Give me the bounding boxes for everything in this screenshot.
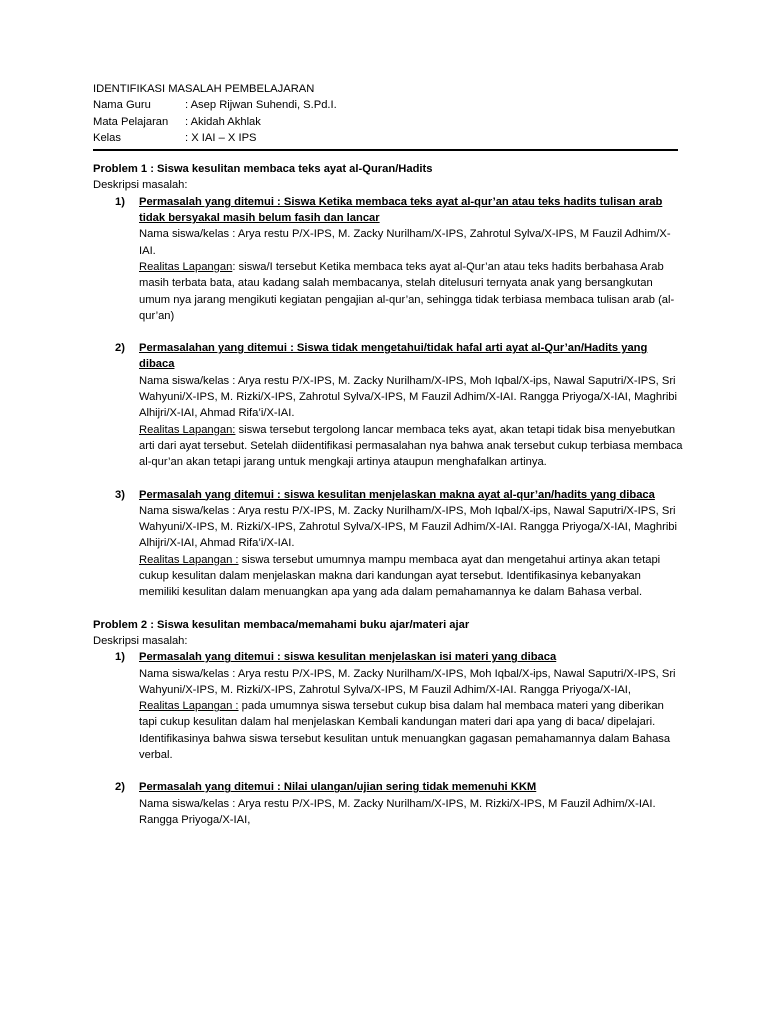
- header-row-subject: [93, 114, 683, 130]
- item-number: 3): [115, 488, 125, 501]
- item-heading: Permasalahan yang ditemui : Siswa tidak mengetahui/tidak hafal arti ayat al-Qur’an/Hadits yang dibaca: [139, 342, 648, 371]
- document-content: [93, 81, 683, 828]
- problem-2-item-1: [115, 649, 683, 763]
- student-names: Nama siswa/kelas : Arya restu P/X-IPS, M. Zacky Nurilham/X-IPS, Zahrotul Sylva/X-IPS, M Fauzil Adhim/X-IAI.: [139, 228, 671, 257]
- reality-text: : siswa/I tersebut Ketika membaca teks ayat al-Qur’an atau teks hadits berbahasa Arab masih terbata bata, atau kadang salah membacanya, stelah ditelusuri ternyata anak yang bersangkutan umum nya jarang mengikuti kegiatan pengajian al-qur’an, sehingga tidak terbiasa membaca tulisan arab (al-qur’an): [139, 260, 675, 322]
- header-divider: [93, 149, 678, 151]
- item-heading: Permasalah yang ditemui : Nilai ulangan/ujian sering tidak memenuhi KKM: [139, 781, 537, 794]
- problem-2-description-label: Deskripsi masalah:: [93, 634, 188, 647]
- item-number: 1): [115, 195, 125, 208]
- document-title: IDENTIFIKASI MASALAH PEMBELAJARAN: [93, 83, 315, 95]
- student-names: Nama siswa/kelas : Arya restu P/X-IPS, M. Zacky Nurilham/X-IPS, Moh Iqbal/X-ips, Nawal Saputri/X-IPS, Sri Wahyuni/X-IPS, M. Rizki/X-IPS, Zahrotul Sylva/X-IPS, M Fauzil Adhim/X-IAI. Rangga Priyoga/X-IAI,: [139, 667, 676, 696]
- reality-label: Realitas Lapangan :: [139, 700, 239, 713]
- item-heading: Permasalah yang ditemui : siswa kesulitan menjelaskan makna ayat al-qur’an/hadits yang dibaca: [139, 488, 655, 501]
- reality-text: siswa tersebut tergolong lancar membaca teks ayat, akan tetapi tidak bisa menyebutkan arti dari ayat tersebut. Setelah diidentifikasi permasalahan nya bahwa anak tersebut cukup terbiasa membaca al-qur’an akan tetapi jarang untuk mengkaji artinya ataupun menghafalkan artinya.: [139, 423, 683, 469]
- header-label: Kelas: [93, 131, 121, 144]
- problem-2-item-2: [115, 779, 683, 828]
- problem-1-description-label: Deskripsi masalah:: [93, 179, 188, 192]
- header-value: : Akidah Akhlak: [185, 115, 261, 128]
- problem-1-item-3: [115, 487, 683, 601]
- student-names: Nama siswa/kelas : Arya restu P/X-IPS, M. Zacky Nurilham/X-IPS, Moh Iqbal/X-ips, Nawal Saputri/X-IPS, Sri Wahyuni/X-IPS, M. Rizki/X-IPS, Zahrotul Sylva/X-IPS, M Fauzil Adhim/X-IAI. Rangga Priyoga/X-IAI, Maghribi Alhijri/X-IAI, Ahmad Rifa’i/X-IAI.: [139, 504, 678, 550]
- field-reality: [139, 259, 683, 324]
- student-names: Nama siswa/kelas : Arya restu P/X-IPS, M. Zacky Nurilham/X-IPS, M. Rizki/X-IPS, M Fauzil Adhim/X-IAI. Rangga Priyoga/X-IAI,: [139, 797, 656, 826]
- item-heading: Permasalah yang ditemui : siswa kesulitan menjelaskan isi materi yang dibaca: [139, 651, 557, 664]
- problem-1-title: Problem 1 : Siswa kesulitan membaca teks ayat al-Quran/Hadits: [93, 163, 433, 176]
- item-heading: Permasalah yang ditemui : Siswa Ketika membaca teks ayat al-qur’an atau teks hadits tulisan arab tidak bersyakal masih belum fasih dan lancar: [139, 195, 663, 225]
- header-value: : X IAI – X IPS: [185, 131, 257, 144]
- problem-1-item-2: [115, 340, 683, 470]
- header-row-teacher: [93, 97, 683, 113]
- header-row-class: [93, 130, 683, 146]
- field-reality: [139, 552, 683, 601]
- reality-text: siswa tersebut umumnya mampu membaca ayat dan mengetahui artinya akan tetapi cukup kesulitan dalam menjelaskan makna dari kandungan ayat tersebut. Identifikasinya kebanyakan memiliki kesulitan dalam menuangkan apa yang ada dalam pemahamannya ke dalam Bahasa verbal.: [139, 553, 661, 599]
- problem-2-title: Problem 2 : Siswa kesulitan membaca/memahami buku ajar/materi ajar: [93, 618, 470, 631]
- student-names: Nama siswa/kelas : Arya restu P/X-IPS, M. Zacky Nurilham/X-IPS, Moh Iqbal/X-ips, Nawal Saputri/X-IPS, Sri Wahyuni/X-IPS, M. Rizki/X-IPS, Zahrotul Sylva/X-IPS, M Fauzil Adhim/X-IAI. Rangga Priyoga/X-IAI, Maghribi Alhijri/X-IAI, Ahmad Rifa’i/X-IAI.: [139, 374, 678, 420]
- item-number: 2): [115, 342, 125, 355]
- header-label: Mata Pelajaran: [93, 115, 169, 128]
- item-number: 2): [115, 781, 125, 794]
- problem-1-item-1: [115, 194, 683, 324]
- item-number: 1): [115, 651, 125, 664]
- reality-label: Realitas Lapangan: [139, 260, 233, 273]
- reality-label: Realitas Lapangan:: [139, 423, 236, 436]
- header-label: Nama Guru: [93, 99, 151, 112]
- header-value: : Asep Rijwan Suhendi, S.Pd.I.: [185, 99, 337, 112]
- field-reality: [139, 422, 683, 471]
- reality-text: pada umumnya siswa tersebut cukup bisa dalam hal membaca materi yang diberikan tapi cukup kesulitan dalam hal menjelaskan Kembali kandungan materi dari apa yang di baca/ dipelajari. Identifikasinya bahwa siswa tersebut kesulitan untuk menuangkan gagasan pemahamannya dalam Bahasa verbal.: [139, 700, 671, 761]
- reality-label: Realitas Lapangan :: [139, 553, 239, 566]
- field-reality: [139, 698, 683, 763]
